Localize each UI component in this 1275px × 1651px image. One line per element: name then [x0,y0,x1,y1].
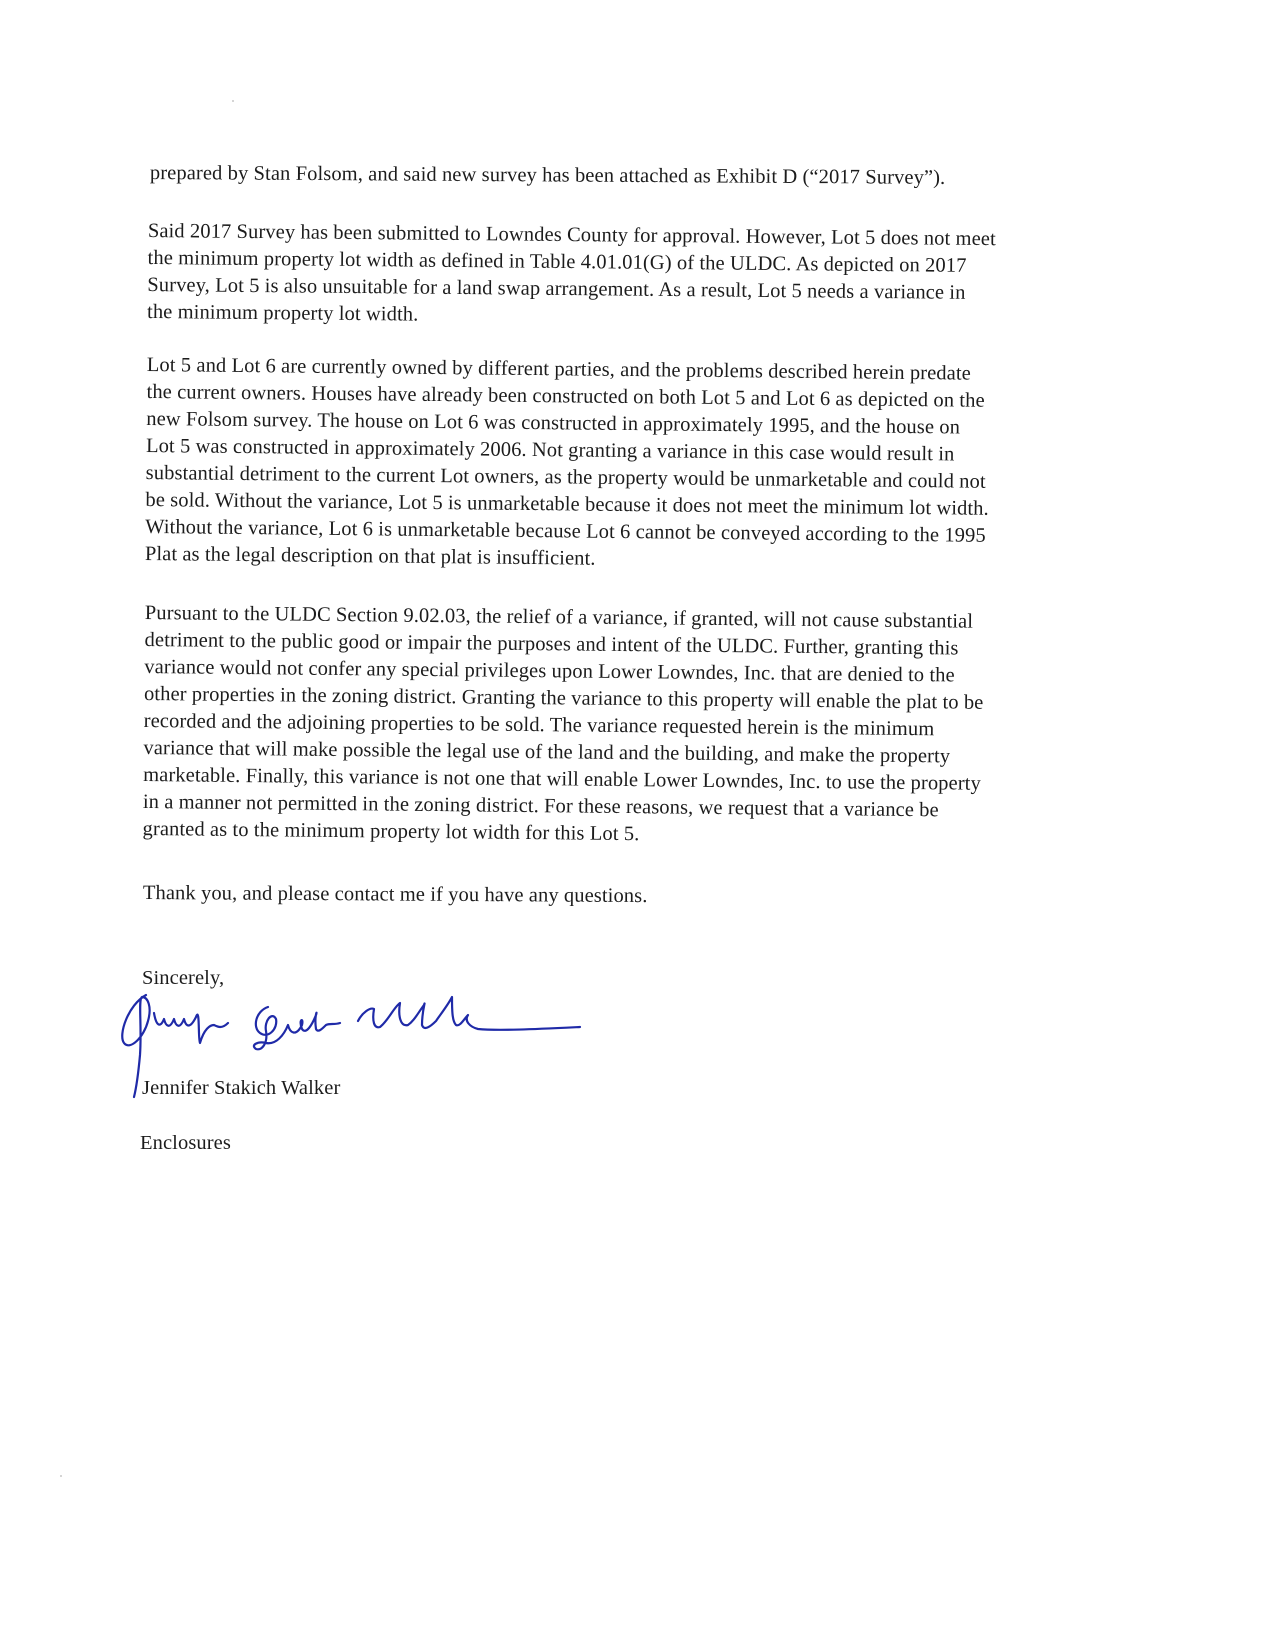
signature-stroke [154,1013,228,1043]
paragraph-thank-you [143,880,648,910]
signature-stroke [254,1007,340,1049]
paragraph-line: the minimum property lot width as defined in Table 4.01.01(G) of the ULDC. As depicted on 2017 [147,246,967,277]
paragraph-line: detriment to the public good or impair the purposes and intent of the ULDC. Further, granting this [144,628,959,660]
paragraph-line: marketable. Finally, this variance is not one that will enable Lower Lowndes, Inc. to use the property [143,763,981,795]
paragraph-line: the minimum property lot width. [146,300,419,326]
paragraph-line: recorded and the adjoining properties to be sold. The variance requested herein is the minimum [143,709,935,741]
paragraph-line: Thank you, and please contact me if you have any questions. [142,881,648,908]
paragraph-line: Plat as the legal description on that plat is insufficient. [144,542,596,570]
paragraph-line: variance that will make possible the legal use of the land and the building, and make the property [143,736,951,768]
signer-name: Jennifer Stakich Walker [142,1077,341,1099]
paragraph-line: Without the variance, Lot 6 is unmarketable because Lot 6 cannot be conveyed according to the 1995 [145,515,986,547]
paragraph-line: Said 2017 Survey has been submitted to Lowndes County for approval. However, Lot 5 does not meet [147,219,996,251]
paragraph-uldc-justification [142,600,984,852]
enclosures-note: Enclosures [140,1132,231,1154]
scan-speck [232,100,234,102]
paragraph-ownership-history [145,352,991,577]
closing-salutation: Sincerely, [142,967,225,989]
paragraph-line: the current owners. Houses have already been constructed on both Lot 5 and Lot 6 as depicted on the [146,380,985,412]
paragraph-line: in a manner not permitted in the zoning district. For these reasons, we request that a variance be [142,790,939,822]
paragraph-line: prepared by Stan Folsom, and said new survey has been attached as Exhibit D (“2017 Survey”). [149,161,946,189]
paragraph-line: Lot 5 and Lot 6 are currently owned by different parties, and the problems described herein predate [146,353,972,385]
paragraph-line: substantial detriment to the current Lot owners, as the property would be unmarketable and could not [145,461,986,493]
paragraph-line: other properties in the zoning district. Granting the variance to this property will enable the plat to be [143,682,984,714]
scan-speck [60,1475,62,1477]
paragraph-line: new Folsom survey. The house on Lot 6 was constructed in approximately 1995, and the house on [146,407,961,439]
paragraph-line: granted as to the minimum property lot width for this Lot 5. [142,817,640,846]
paragraph-line: Survey, Lot 5 is also unsuitable for a land swap arrangement. As a result, Lot 5 needs a variance in [147,273,966,304]
paragraph-line: Pursuant to the ULDC Section 9.02.03, the relief of a variance, if granted, will not cause substantial [144,601,974,633]
paragraph-exhibit-reference [150,160,946,192]
signature-stroke [358,997,580,1030]
paragraph-line: variance would not confer any special privileges upon Lower Lowndes, Inc. that are denied to the [144,655,955,687]
paragraph-line: Lot 5 was constructed in approximately 2006. Not granting a variance in this case would result in [145,434,955,466]
paragraph-survey-submission [147,218,996,334]
paragraph-line: be sold. Without the variance, Lot 5 is unmarketable because it does not meet the minimum lot width. [145,488,989,520]
